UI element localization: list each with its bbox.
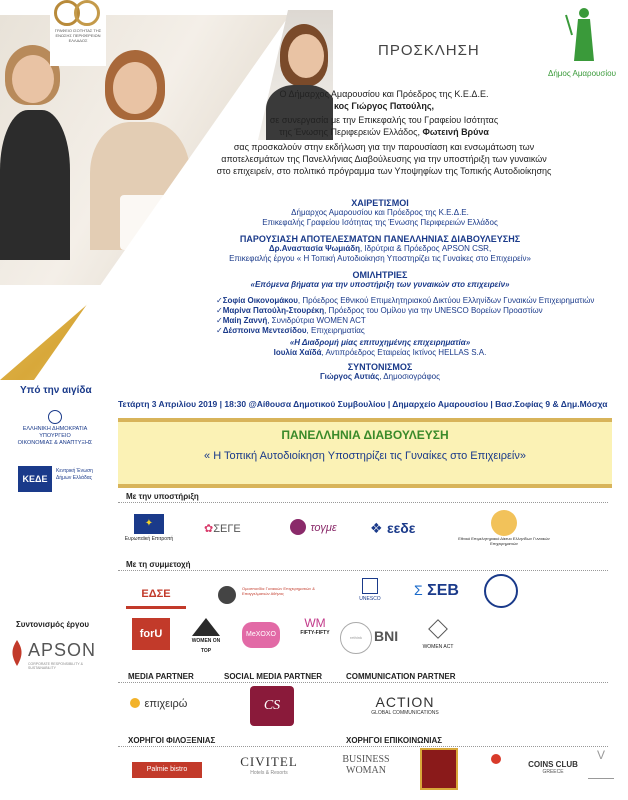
divider	[118, 570, 608, 571]
magazine-icon	[491, 754, 501, 764]
invitation-text: Ο Δήμαρχος Αμαρουσίου και Πρόεδρος της Κ.Ε.Δ.Ε. κος Γιώργος Πατούλης, σε συνεργασία με την Επικεφαλής του Γραφείου Ισότητας της Ένωσης Περιφερειών Ελλάδος, Φωτεινή Βρύνα σας προσκαλούν στην εκδήλωση για την παρουσίαση και ενσωμάτωση των αποτελεσμάτων της Πανελλήνιας Διαβούλευσης για την υποστήριξη των γυναικών στο επιχειρείν, στο πολιτικό πρόγραμμα των Υποψηφίων της Τοπικής Αυτοδιοίκησης	[216, 89, 552, 176]
participation-label: Με τη συμμετοχή	[126, 560, 191, 569]
palmie-logo: Palmie bistro	[132, 762, 202, 778]
ww-icon: WM	[304, 616, 326, 630]
eede-logo: ❖ εεδε	[370, 520, 416, 536]
divider	[118, 746, 608, 747]
unesco-logo: UNESCO	[340, 578, 400, 604]
apson-logo: APSON CORPORATE RESPONSIBILITY & SUSTAINABILITY	[8, 636, 108, 676]
magazine-logo	[478, 754, 514, 784]
rethink-logo: rethink	[340, 622, 372, 654]
foru-logo: forU	[132, 618, 170, 650]
mexoxo-logo: MeXOXO	[242, 622, 280, 648]
media-partner-label: MEDIA PARTNER	[128, 672, 194, 681]
civitel-logo: CIVITEL Hotels & Resorts	[240, 754, 298, 776]
eu-flag-icon: ✦	[134, 514, 164, 534]
edse-logo: ΕΔΣΕ	[126, 584, 186, 609]
eeggi-circle-icon	[491, 510, 517, 536]
epicheiro-logo: επιχειρώ	[130, 694, 187, 712]
municipality-logo: Δήμος Αμαρουσίου	[540, 5, 620, 85]
speaker-item: ✓Μαίη Ζαννή, Συνιδρύτρια WOMEN ACT	[216, 316, 366, 325]
divider	[118, 502, 608, 503]
eu-logo: ✦ Ευρωπαϊκή Επιτροπή	[118, 510, 180, 550]
support-logos	[118, 506, 618, 558]
togme-circle-icon	[290, 519, 306, 535]
women-act-icon	[428, 619, 448, 639]
athena-icon	[564, 5, 604, 65]
speaker-list	[216, 296, 596, 336]
coins-club-logo: COINS CLUB GREECE	[528, 760, 578, 775]
emblem-logo	[484, 574, 518, 608]
sege-logo: ✿ΣΕΓΕ	[204, 523, 241, 535]
globe-icon	[218, 586, 236, 604]
ministry-logo: ΕΛΛΗΝΙΚΗ ΔΗΜΟΚΡΑΤΙΑ ΥΠΟΥΡΓΕΙΟ ΟΙΚΟΝΟΜΙΑΣ & ΑΝΑΠΤΥΞΗΣ	[10, 410, 100, 447]
epicheiro-dot-icon	[130, 698, 140, 708]
program: ΧΑΙΡΕΤΙΣΜΟΙ Δήμαρχος Αμαρουσίου και Πρόεδρος της Κ.Ε.Δ.Ε. Επικεφαλής Γραφείου Ισότητας της Ένωσης Περιφερειών Ελλάδος ΠΑΡΟΥΣΙΑΣΗ ΑΠΟΤΕΛΕΣΜΑΤΩΝ ΠΑΝΕΛΛΗΝΙΑΣ ΔΙΑΒΟΥΛΕΥΣΗΣ Δρ.Αναστασία Ψωμιάδη, Ιδρύτρια & Πρόεδρος APSON CSR, Επικεφαλής έργου « Η Τοπική Αυτοδιοίκηση Υποστηρίζει τις Γυναίκες στο Επιχειρείν» ΟΜΙΛΗΤΡΙΕΣ «Επόμενα βήματα για την υποστήριξη των γυναικών στο επιχειρείν»	[200, 198, 560, 290]
greek-emblem-icon	[48, 410, 62, 424]
eeggi-logo: Εθνικό Επιμελητηριακό Δίκτυο Ελληνίδων Γυναικών Επιχειρηματιών	[454, 510, 554, 546]
support-label: Με την υποστήριξη	[126, 492, 199, 501]
cs-logo	[250, 686, 294, 726]
va-icon: V	[596, 748, 605, 762]
speakers-title: ΟΜΙΛΗΤΡΙΕΣ	[352, 270, 408, 280]
social-media-partner-label: SOCIAL MEDIA PARTNER	[224, 672, 323, 681]
page-title: ΠΡΟΣΚΛΗΣΗ	[378, 42, 480, 59]
isotita-logo: ΓΡΑΦΕΙΟ ΙΣΟΤΗΤΑΣ ΤΗΣ ΕΝΩΣΗΣ ΠΕΡΙΦΕΡΕΙΩΝ ΕΛΛΑΔΟΣ	[50, 0, 106, 66]
communication-partner-label: COMMUNICATION PARTNER	[346, 672, 456, 681]
project-coordination-label: Συντονισμός έργου	[16, 620, 89, 629]
hospitality-sponsors-label: ΧΟΡΗΓΟΙ ΦΙΛΟΞΕΝΙΑΣ	[128, 736, 216, 745]
va-logo	[588, 748, 614, 779]
sege-flower-icon: ✿	[204, 523, 214, 535]
speaker-item: ✓Δέσποινα Μεντεσίδου, Επιχειρηματίας	[216, 326, 365, 335]
women-act-logo: WOMEN ACT	[418, 618, 458, 652]
coordination-title: ΣΥΝΤΟΝΙΣΜΟΣ	[347, 362, 413, 372]
business-woman-logo: BUSINESS WOMAN	[342, 754, 390, 776]
sev-icon: Σ	[414, 582, 423, 598]
participation-logos	[118, 574, 618, 684]
wot-icon	[192, 618, 220, 636]
cs-monogram-icon: CS	[263, 698, 281, 713]
eede-icon: ❖	[370, 520, 383, 536]
women-on-top-logo: WOMEN ON TOP	[188, 618, 224, 656]
presentation-title: ΠΑΡΟΥΣΙΑΣΗ ΑΠΟΤΕΛΕΣΜΑΤΩΝ ΠΑΝΕΛΛΗΝΙΑΣ ΔΙΑΒΟΥΛΕΥΣΗΣ	[239, 234, 521, 244]
crest-logo	[420, 748, 458, 790]
event-date-line: Τετάρτη 3 Απριλίου 2019 | 18:30 @Αίθουσα Δημοτικού Συμβουλίου | Δημαρχείο Αμαρουσίου | Βασ.Σοφίας 9 & Δημ.Μόσχα	[118, 399, 608, 409]
apson-flame-icon	[10, 640, 24, 666]
unesco-icon	[362, 578, 378, 594]
togme-logo: τογμε	[290, 518, 360, 536]
greetings-title: ΧΑΙΡΕΤΙΣΜΟΙ	[351, 198, 409, 208]
action-logo: ACTION GLOBAL COMMUNICATIONS	[371, 694, 439, 716]
sev-logo: Σ ΣΕΒ	[414, 582, 459, 599]
speaker-item: ✓Μαρίνα Πατούλη-Στουρέκη, Πρόεδρος του Ομίλου για την UNESCO Βορείων Προαστίων	[216, 306, 543, 315]
kede-logo: ΚΕΔΕ Κεντρική Ένωση Δήμων Ελλάδας	[18, 462, 98, 498]
speaker-item: ✓Σοφία Οικονομάκου, Πρόεδρος Εθνικού Επιμελητηριακού Δικτύου Ελληνίδων Γυναικών Επιχειρηματιών	[216, 296, 595, 305]
divider	[118, 682, 608, 683]
program-lower: «Η Διαδρομή μίας επιτυχημένης επιχειρηματία» Ιουλία Χαϊδά, Αντιπρόεδρος Εταιρείας Ικτίνος HELLAS S.A. ΣΥΝΤΟΝΙΣΜΟΣ Γιώργος Αυτιάς, Δημοσιογράφος	[200, 338, 560, 382]
bni-logo: BNI	[374, 628, 399, 644]
consultation-banner: ΠΑΝΕΛΛΗΝΙΑ ΔΙΑΒΟΥΛΕΥΣΗ « Η Τοπική Αυτοδιοίκηση Υποστηρίζει τις Γυναίκες στο Επιχειρείν»	[118, 418, 612, 488]
auspices-label: Υπό την αιγίδα	[20, 385, 92, 396]
communication-sponsors-label: ΧΟΡΗΓΟΙ ΕΠΙΚΟΙΝΩΝΙΑΣ	[346, 736, 443, 745]
oge-logo: Ομοσπονδία Γυναικών Επιχειρηματιών & Επαγγελματιών Αθήνας	[218, 584, 348, 608]
fifty-fifty-logo: WM FIFTY-FIFTY	[294, 618, 336, 638]
